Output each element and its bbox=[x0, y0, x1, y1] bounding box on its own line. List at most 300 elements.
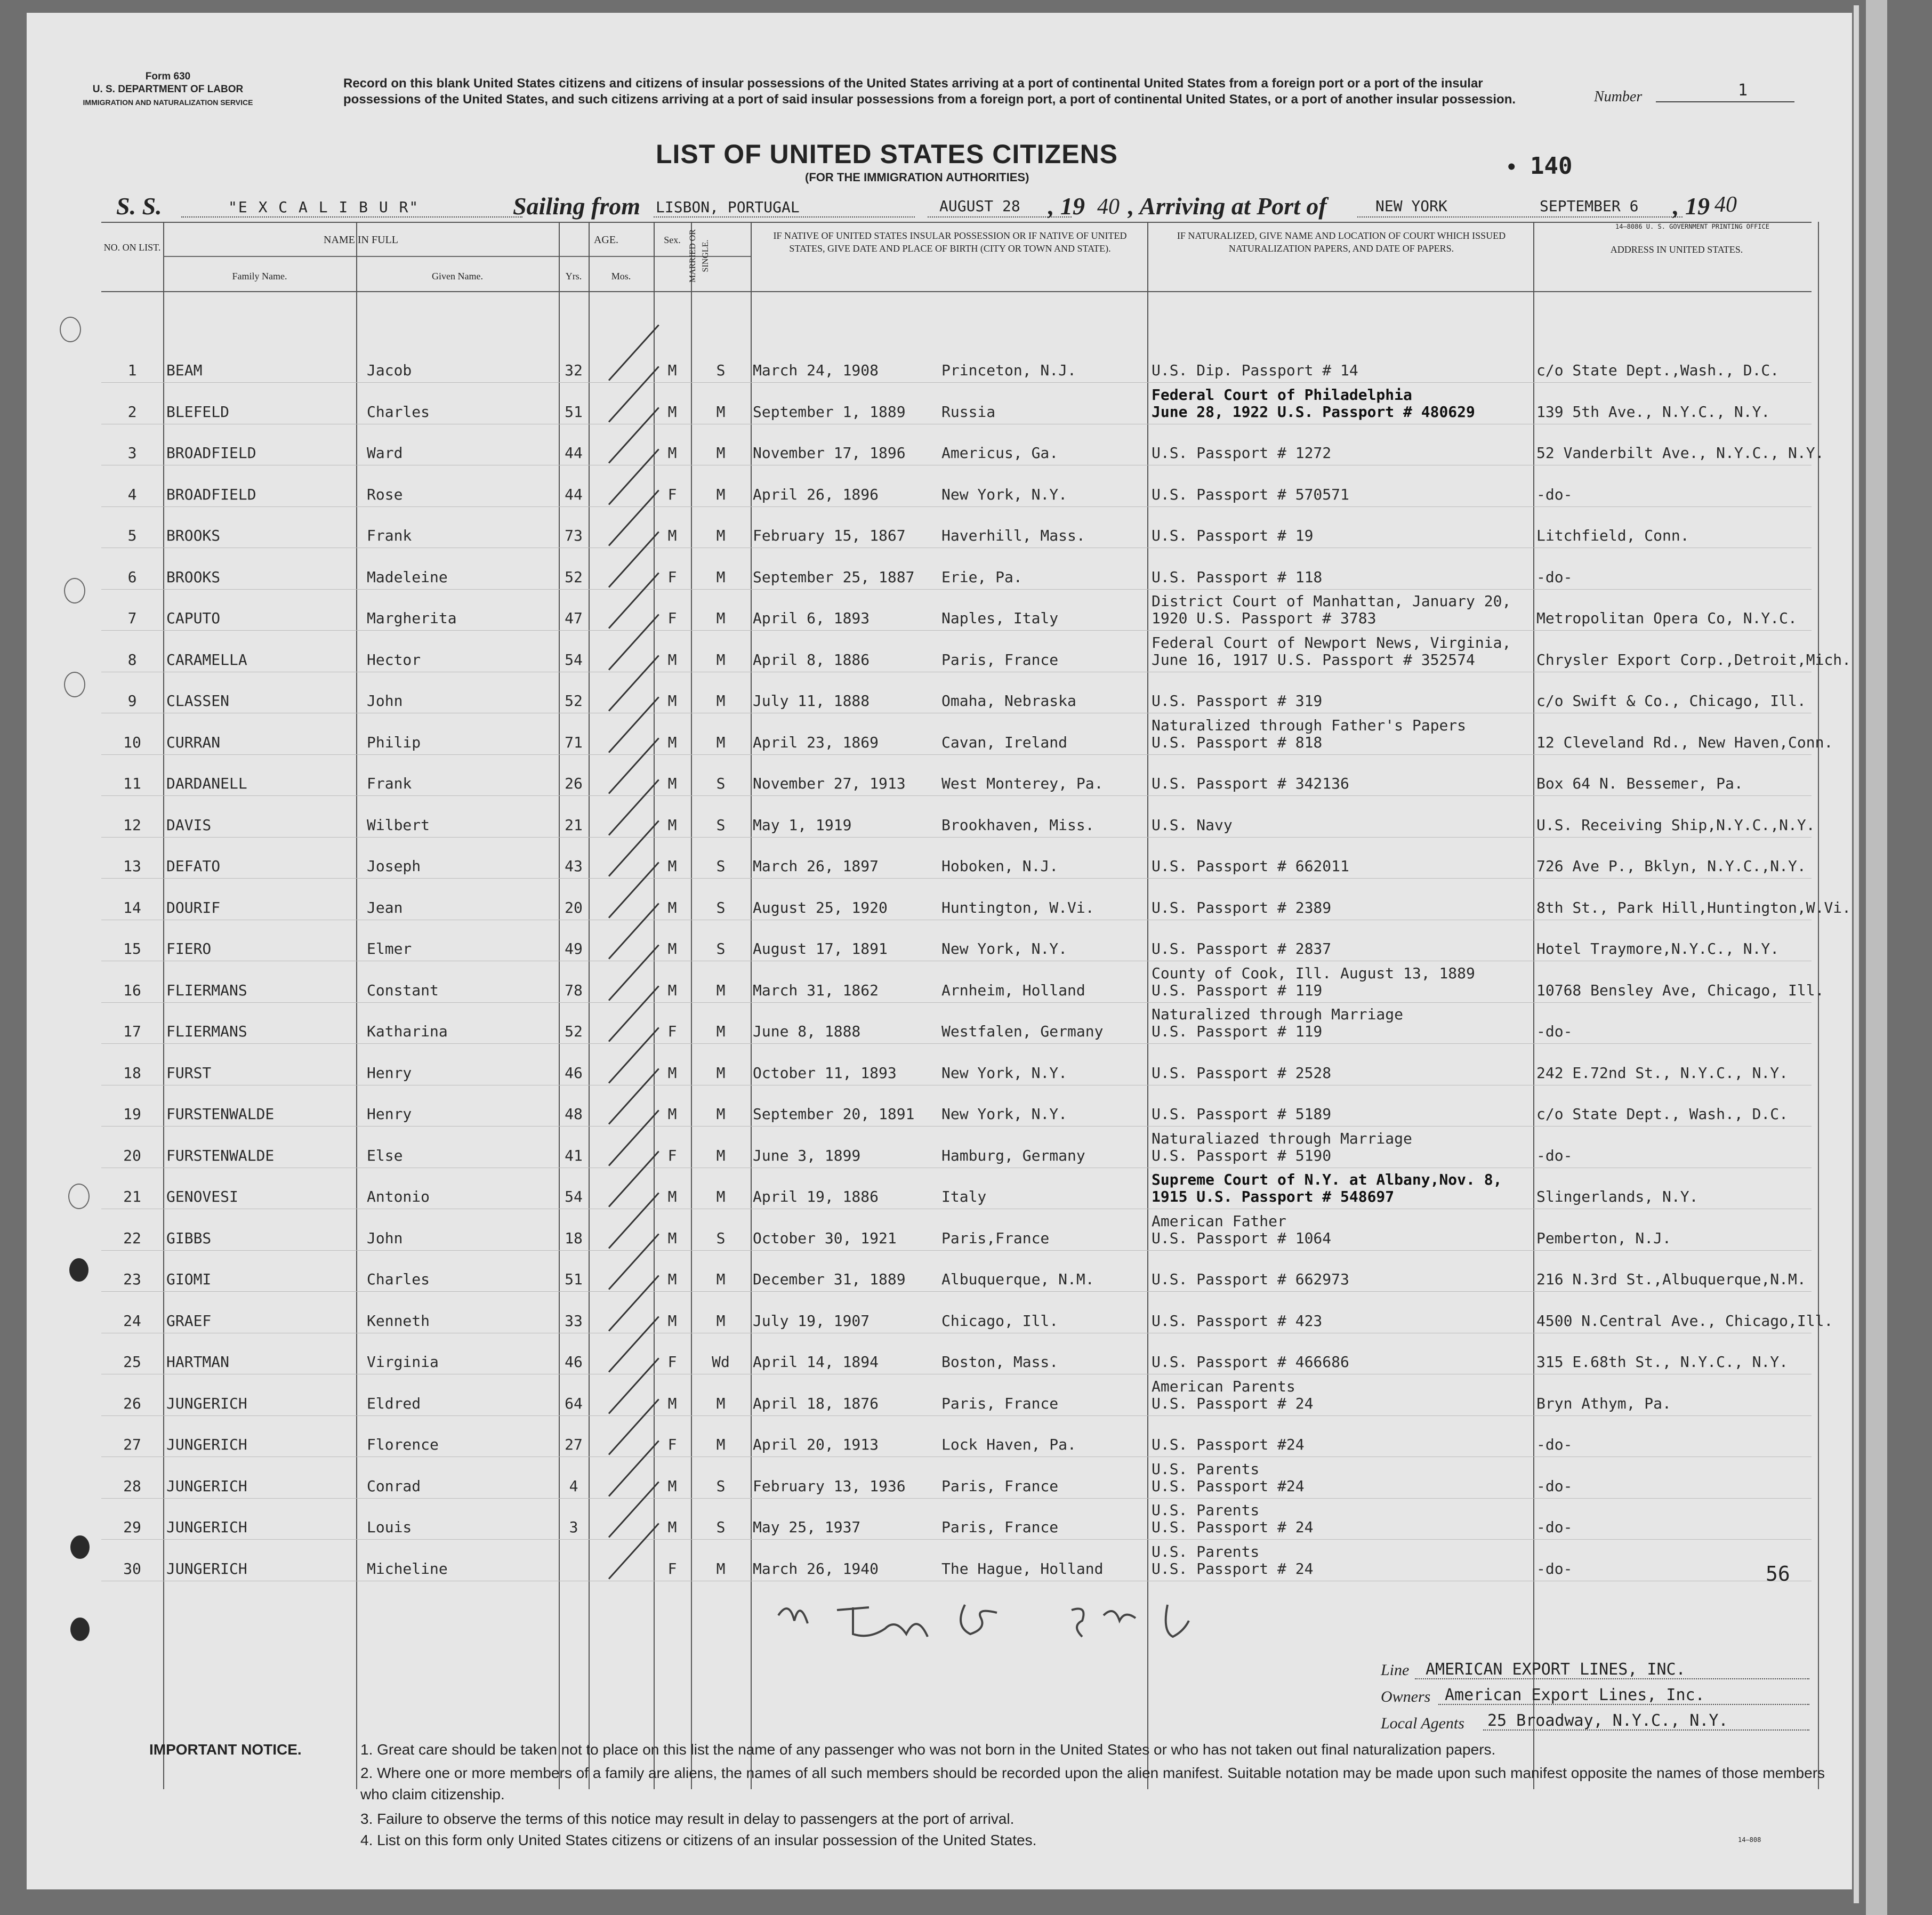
cell-naturalization-line-1: U.S. Passport # 662973 bbox=[1152, 1270, 1349, 1288]
cell-no: 27 bbox=[123, 1436, 141, 1453]
cell-sex: M bbox=[667, 857, 677, 875]
table-row bbox=[101, 1169, 1812, 1209]
cell-given: Wilbert bbox=[367, 816, 430, 834]
cell-naturalization-line-1: American Parents bbox=[1152, 1377, 1295, 1395]
cell-birth-place: Huntington, W.Vi. bbox=[941, 898, 1094, 916]
cell-birth-place: Paris, France bbox=[941, 1477, 1059, 1495]
cell-ms: M bbox=[716, 1311, 726, 1330]
stamp-dot: • bbox=[1506, 157, 1517, 178]
cell-no: 10 bbox=[123, 733, 141, 751]
punch-hole bbox=[64, 578, 85, 604]
cell-naturalization-line-2: U.S. Passport # 24 bbox=[1152, 1559, 1314, 1578]
cell-addr: -do- bbox=[1536, 1477, 1573, 1495]
table-row bbox=[101, 632, 1851, 672]
cell-family: JUNGERICH bbox=[166, 1394, 247, 1412]
row-rule bbox=[101, 754, 1812, 755]
cell-birth-date: December 31, 1889 bbox=[753, 1270, 906, 1288]
cell-addr: -do- bbox=[1536, 1146, 1573, 1164]
cell-addr: Chrysler Export Corp.,Detroit,Mich. bbox=[1536, 650, 1851, 669]
cell-naturalization-line-1: Federal Court of Newport News, Virginia, bbox=[1152, 633, 1511, 651]
cell-no: 9 bbox=[127, 692, 137, 710]
cell-age: 52 bbox=[565, 1023, 583, 1040]
cell-given: Ward bbox=[367, 444, 403, 462]
cell-birth-place: Arnheim, Holland bbox=[941, 981, 1085, 999]
col-header-name: NAME IN FULL bbox=[324, 234, 398, 246]
cell-family: GIBBS bbox=[166, 1229, 212, 1247]
cell-birth-date: November 27, 1913 bbox=[753, 775, 906, 792]
cell-age: 44 bbox=[565, 485, 583, 503]
cell-birth-date: September 25, 1887 bbox=[753, 568, 915, 586]
cell-naturalization-line-1: U.S. Passport # 1272 bbox=[1152, 444, 1332, 462]
table-row bbox=[101, 342, 1812, 382]
row-rule bbox=[101, 382, 1812, 383]
col-header-family: Family Name. bbox=[232, 271, 287, 281]
cell-ms: M bbox=[716, 692, 726, 710]
cell-addr: -do- bbox=[1536, 485, 1573, 503]
cell-no: 13 bbox=[123, 857, 141, 875]
cell-given: Henry bbox=[367, 1064, 412, 1082]
cell-birth-place: Chicago, Ill. bbox=[941, 1311, 1059, 1330]
cell-family: GIOMI bbox=[166, 1270, 212, 1288]
cell-addr: 315 E.68th St., N.Y.C., N.Y. bbox=[1536, 1353, 1789, 1371]
cell-birth-date: April 8, 1886 bbox=[753, 650, 870, 669]
cell-no: 2 bbox=[127, 403, 137, 421]
table-row bbox=[101, 755, 1812, 795]
cell-birth-date: February 15, 1867 bbox=[753, 527, 906, 544]
cell-addr: Slingerlands, N.Y. bbox=[1536, 1188, 1698, 1205]
cell-sex: F bbox=[667, 1023, 677, 1040]
page-subtitle: (FOR THE IMMIGRATION AUTHORITIES) bbox=[805, 171, 1029, 184]
cell-birth-date: September 20, 1891 bbox=[753, 1105, 915, 1123]
cell-family: BROADFIELD bbox=[166, 444, 256, 462]
cell-age: 73 bbox=[565, 527, 583, 544]
cell-given: Antonio bbox=[367, 1188, 430, 1205]
cell-sex: M bbox=[667, 1064, 677, 1082]
cell-no: 29 bbox=[123, 1518, 141, 1536]
cell-naturalization-line-1: U.S. Passport # 319 bbox=[1152, 692, 1323, 710]
cell-naturalization-line-2: U.S. Passport # 5190 bbox=[1152, 1146, 1332, 1164]
cell-sex: M bbox=[667, 1270, 677, 1288]
cell-naturalization-line-1: U.S. Parents bbox=[1152, 1501, 1260, 1519]
punch-hole bbox=[68, 1184, 90, 1209]
cell-sex: M bbox=[667, 898, 677, 916]
cell-no: 26 bbox=[123, 1394, 141, 1412]
row-rule bbox=[101, 795, 1812, 796]
cell-sex: M bbox=[667, 733, 677, 751]
cell-birth-place: Paris,France bbox=[941, 1229, 1050, 1247]
cell-birth-place: Erie, Pa. bbox=[941, 568, 1023, 586]
cell-addr: -do- bbox=[1536, 1559, 1573, 1578]
table-row bbox=[101, 880, 1851, 920]
cell-birth-date: April 26, 1896 bbox=[753, 485, 879, 503]
cell-birth-place: Omaha, Nebraska bbox=[941, 692, 1076, 710]
sailing-label: Sailing from bbox=[513, 192, 641, 220]
page-number: 56 bbox=[1766, 1562, 1790, 1586]
cell-given: Joseph bbox=[367, 857, 421, 875]
printing-office-code: 14—8086 U. S. GOVERNMENT PRINTING OFFICE bbox=[1615, 223, 1769, 230]
agents-label: Local Agents bbox=[1381, 1715, 1464, 1732]
cell-age: 64 bbox=[565, 1394, 583, 1412]
row-rule bbox=[101, 1126, 1812, 1127]
cell-addr: c/o Swift & Co., Chicago, Ill. bbox=[1536, 692, 1806, 710]
cell-birth-place: Naples, Italy bbox=[941, 609, 1059, 627]
cell-birth-place: Russia bbox=[941, 403, 996, 421]
sail-year-prefix: , 19 bbox=[1048, 192, 1085, 220]
table-row bbox=[101, 673, 1812, 713]
cell-naturalization-line-1: Naturalized through Marriage bbox=[1152, 1005, 1404, 1023]
cell-age: 33 bbox=[565, 1311, 583, 1330]
cell-naturalization-line-2: U.S. Passport # 119 bbox=[1152, 981, 1323, 999]
cell-age: 44 bbox=[565, 444, 583, 462]
table-row bbox=[101, 838, 1812, 878]
cell-family: BROOKS bbox=[166, 527, 221, 544]
page-edge bbox=[1866, 0, 1887, 1915]
cell-birth-date: October 30, 1921 bbox=[753, 1229, 897, 1247]
cell-ms: M bbox=[716, 485, 726, 503]
cell-given: Louis bbox=[367, 1518, 412, 1536]
cell-naturalization-line-1: Supreme Court of N.Y. at Albany,Nov. 8, bbox=[1152, 1171, 1502, 1188]
cell-no: 16 bbox=[123, 981, 141, 999]
department-name: U. S. DEPARTMENT OF LABOR bbox=[92, 84, 244, 95]
cell-age: 26 bbox=[565, 775, 583, 792]
cell-ms: M bbox=[716, 733, 726, 751]
cell-naturalization-line-1: U.S. Navy bbox=[1152, 816, 1233, 834]
cell-naturalization-line-1: U.S. Passport # 2837 bbox=[1152, 940, 1332, 957]
cell-naturalization-line-2: June 28, 1922 U.S. Passport # 480629 bbox=[1152, 403, 1475, 421]
cell-ms: M bbox=[716, 403, 726, 421]
cell-sex: M bbox=[667, 940, 677, 957]
cell-naturalization-line-1: County of Cook, Ill. August 13, 1889 bbox=[1152, 964, 1475, 982]
cell-ms: M bbox=[716, 1105, 726, 1123]
cell-birth-place: Princeton, N.J. bbox=[941, 361, 1076, 379]
cell-birth-place: Lock Haven, Pa. bbox=[941, 1436, 1076, 1453]
cell-ms: S bbox=[716, 940, 726, 957]
cell-ms: M bbox=[716, 1146, 726, 1164]
from-port: LISBON, PORTUGAL bbox=[656, 198, 800, 216]
cell-given: John bbox=[367, 1229, 403, 1247]
notice-item: 4. List on this form only United States citizens or citizens of an insular possession of the United States. bbox=[360, 1832, 1037, 1848]
cell-given: Rose bbox=[367, 485, 403, 503]
cell-ms: S bbox=[716, 857, 726, 875]
number-value: 1 bbox=[1738, 81, 1748, 100]
cell-naturalization-line-2: 1920 U.S. Passport # 3783 bbox=[1152, 609, 1376, 627]
cell-family: FLIERMANS bbox=[166, 981, 247, 999]
cell-family: HARTMAN bbox=[166, 1353, 230, 1371]
cell-birth-place: West Monterey, Pa. bbox=[941, 775, 1104, 792]
cell-age: 49 bbox=[565, 940, 583, 957]
cell-given: Eldred bbox=[367, 1394, 421, 1412]
table-row bbox=[101, 714, 1833, 754]
cell-given: Charles bbox=[367, 1270, 430, 1288]
table-row bbox=[101, 1417, 1812, 1457]
cell-sex: M bbox=[667, 1311, 677, 1330]
cell-addr: -do- bbox=[1536, 1023, 1573, 1040]
row-rule bbox=[101, 1291, 1812, 1292]
cell-birth-place: Cavan, Ireland bbox=[941, 733, 1068, 751]
cell-sex: F bbox=[667, 568, 677, 586]
cell-sex: F bbox=[667, 485, 677, 503]
cell-ms: M bbox=[716, 1188, 726, 1205]
cell-age: 51 bbox=[565, 1270, 583, 1288]
line-value: AMERICAN EXPORT LINES, INC. bbox=[1426, 1660, 1686, 1679]
cell-age: 78 bbox=[565, 981, 583, 999]
table-row bbox=[101, 921, 1812, 961]
to-port-underline bbox=[1357, 216, 1683, 218]
cell-ms: M bbox=[716, 568, 726, 586]
cell-no: 18 bbox=[123, 1064, 141, 1082]
table-row bbox=[101, 1499, 1812, 1539]
cell-addr: -do- bbox=[1536, 1436, 1573, 1453]
cell-given: Frank bbox=[367, 527, 412, 544]
arrive-year-prefix: , 19 bbox=[1673, 192, 1710, 220]
cell-naturalization-line-1: U.S. Parents bbox=[1152, 1460, 1260, 1478]
col-header-address: ADDRESS IN UNITED STATES. bbox=[1610, 244, 1743, 255]
cell-ms: M bbox=[716, 1023, 726, 1040]
cell-family: JUNGERICH bbox=[166, 1559, 247, 1578]
cell-family: BROOKS bbox=[166, 568, 221, 586]
cell-sex: M bbox=[667, 1105, 677, 1123]
cell-given: Jean bbox=[367, 898, 403, 916]
row-rule bbox=[101, 1498, 1812, 1499]
cell-age: 46 bbox=[565, 1064, 583, 1082]
arrive-date: SEPTEMBER 6 bbox=[1540, 197, 1639, 215]
cell-birth-place: New York, N.Y. bbox=[941, 485, 1068, 503]
cell-age: 47 bbox=[565, 609, 583, 627]
page-edge-inner bbox=[1854, 5, 1859, 1903]
cell-birth-date: April 14, 1894 bbox=[753, 1353, 879, 1371]
cell-birth-place: Paris, France bbox=[941, 1518, 1059, 1536]
cell-given: Madeleine bbox=[367, 568, 448, 586]
cell-birth-date: August 25, 1920 bbox=[753, 898, 888, 916]
cell-family: GRAEF bbox=[166, 1311, 212, 1330]
cell-ms: S bbox=[716, 775, 726, 792]
cell-no: 1 bbox=[127, 361, 137, 379]
row-rule bbox=[101, 837, 1812, 838]
cell-addr: -do- bbox=[1536, 1518, 1573, 1536]
cell-birth-date: May 1, 1919 bbox=[753, 816, 852, 834]
ship-name: "E X C A L I B U R" bbox=[228, 198, 420, 216]
row-rule bbox=[101, 506, 1812, 507]
cell-no: 5 bbox=[127, 527, 137, 544]
owners-label: Owners bbox=[1381, 1688, 1431, 1705]
cell-naturalization-line-1: U.S. Passport # 5189 bbox=[1152, 1105, 1332, 1123]
row-rule bbox=[101, 589, 1812, 590]
cell-naturalization-line-1: U.S. Passport #24 bbox=[1152, 1436, 1305, 1453]
cell-naturalization-line-2: 1915 U.S. Passport # 548697 bbox=[1152, 1188, 1395, 1205]
cell-age: 54 bbox=[565, 1188, 583, 1205]
cell-ms: S bbox=[716, 898, 726, 916]
punch-hole bbox=[69, 1258, 88, 1282]
cell-given: Hector bbox=[367, 650, 421, 669]
cell-age: 52 bbox=[565, 568, 583, 586]
cell-birth-place: Haverhill, Mass. bbox=[941, 527, 1085, 544]
cell-naturalization-line-1: District Court of Manhattan, January 20, bbox=[1152, 592, 1511, 610]
cell-sex: F bbox=[667, 609, 677, 627]
cell-addr: 216 N.3rd St.,Albuquerque,N.M. bbox=[1536, 1270, 1806, 1288]
sail-date: AUGUST 28 bbox=[939, 197, 1020, 215]
service-name: IMMIGRATION AND NATURALIZATION SERVICE bbox=[83, 98, 253, 107]
table-row bbox=[101, 962, 1824, 1002]
cell-birth-place: Boston, Mass. bbox=[941, 1353, 1059, 1371]
cell-birth-place: Paris, France bbox=[941, 650, 1059, 669]
col-header-sex: Sex. bbox=[664, 235, 681, 245]
col-header-yrs: Yrs. bbox=[565, 271, 582, 281]
cell-no: 22 bbox=[123, 1229, 141, 1247]
cell-birth-place: Italy bbox=[941, 1188, 987, 1205]
table-row bbox=[101, 1003, 1812, 1043]
cell-sex: F bbox=[667, 1559, 677, 1578]
cell-addr: Litchfield, Conn. bbox=[1536, 527, 1689, 544]
cell-addr: 10768 Bensley Ave, Chicago, Ill. bbox=[1536, 981, 1824, 999]
ship-underline bbox=[181, 216, 522, 218]
arriving-label: , Arriving at Port of bbox=[1128, 192, 1327, 220]
manifest-sheet bbox=[27, 13, 1852, 1889]
cell-naturalization-line-1: U.S. Dip. Passport # 14 bbox=[1152, 361, 1358, 379]
cell-birth-place: Brookhaven, Miss. bbox=[941, 816, 1094, 834]
table-row bbox=[101, 590, 1812, 630]
cell-birth-date: April 6, 1893 bbox=[753, 609, 870, 627]
cell-birth-date: June 3, 1899 bbox=[753, 1146, 861, 1164]
cell-family: GENOVESI bbox=[166, 1188, 238, 1205]
cell-naturalization-line-1: Federal Court of Philadelphia bbox=[1152, 385, 1412, 404]
cell-addr: 139 5th Ave., N.Y.C., N.Y. bbox=[1536, 403, 1770, 421]
notice-item: 1. Great care should be taken not to place on this list the name of any passenger who was not born in the United States or who has not taken out final naturalization papers. bbox=[360, 1741, 1496, 1758]
cell-naturalization-line-2: U.S. Passport # 818 bbox=[1152, 733, 1323, 751]
cell-given: Jacob bbox=[367, 361, 412, 379]
cell-addr: 8th St., Park Hill,Huntington,W.Vi. bbox=[1536, 898, 1851, 916]
cell-given: Kenneth bbox=[367, 1311, 430, 1330]
cell-birth-date: March 26, 1897 bbox=[753, 857, 879, 875]
cell-age: 48 bbox=[565, 1105, 583, 1123]
cell-given: Micheline bbox=[367, 1559, 448, 1578]
cell-no: 25 bbox=[123, 1353, 141, 1371]
cell-age: 32 bbox=[565, 361, 583, 379]
table-top-rule bbox=[101, 222, 1812, 223]
cell-sex: M bbox=[667, 403, 677, 421]
col-header-naturalized: IF NATURALIZED, GIVE NAME AND LOCATION OF COURT WHICH ISSUED NATURALIZATION PAPERS, AND DATE OF PAPERS. bbox=[1177, 230, 1506, 254]
table-row bbox=[101, 1045, 1812, 1085]
cell-age: 20 bbox=[565, 898, 583, 916]
cell-family: FURST bbox=[166, 1064, 212, 1082]
table-row bbox=[101, 1293, 1833, 1333]
cell-naturalization-line-1: U.S. Passport # 342136 bbox=[1152, 775, 1349, 792]
cell-birth-place: Albuquerque, N.M. bbox=[941, 1270, 1094, 1288]
cell-age: 18 bbox=[565, 1229, 583, 1247]
cell-given: Philip bbox=[367, 733, 421, 751]
cell-ms: M bbox=[716, 650, 726, 669]
cell-addr: U.S. Receiving Ship,N.Y.C.,N.Y. bbox=[1536, 816, 1815, 834]
cell-addr: c/o State Dept.,Wash., D.C. bbox=[1536, 361, 1780, 379]
cell-naturalization-line-2: U.S. Passport # 119 bbox=[1152, 1023, 1323, 1040]
cell-addr: 12 Cleveland Rd., New Haven,Conn. bbox=[1536, 733, 1833, 751]
cell-naturalization-line-1: U.S. Passport # 423 bbox=[1152, 1311, 1323, 1330]
cell-birth-date: April 19, 1886 bbox=[753, 1188, 879, 1205]
cell-sex: M bbox=[667, 1477, 677, 1495]
cell-birth-date: March 31, 1862 bbox=[753, 981, 879, 999]
cell-no: 6 bbox=[127, 568, 137, 586]
cell-age: 51 bbox=[565, 403, 583, 421]
cell-naturalization-line-2: June 16, 1917 U.S. Passport # 352574 bbox=[1152, 650, 1475, 669]
cell-no: 14 bbox=[123, 898, 141, 916]
cell-family: FURSTENWALDE bbox=[166, 1105, 275, 1123]
cell-ms: Wd bbox=[712, 1353, 730, 1371]
cell-addr: Box 64 N. Bessemer, Pa. bbox=[1536, 775, 1743, 792]
table-row bbox=[101, 1086, 1812, 1126]
col-header-married: MARRIED OR SINGLE. bbox=[688, 229, 710, 283]
cell-naturalization-line-1: U.S. Passport # 466686 bbox=[1152, 1353, 1349, 1371]
cell-naturalization-line-1: Naturaliazed through Marriage bbox=[1152, 1129, 1412, 1147]
cell-naturalization-line-1: U.S. Passport # 118 bbox=[1152, 568, 1323, 586]
cell-sex: M bbox=[667, 692, 677, 710]
table-row bbox=[101, 1210, 1812, 1250]
cell-ms: M bbox=[716, 527, 726, 544]
cell-birth-date: April 20, 1913 bbox=[753, 1436, 879, 1453]
cell-addr: 242 E.72nd St., N.Y.C., N.Y. bbox=[1536, 1064, 1789, 1082]
cell-naturalization-line-1: U.S. Passport # 19 bbox=[1152, 527, 1314, 544]
cell-birth-date: July 19, 1907 bbox=[753, 1311, 870, 1330]
punch-hole bbox=[60, 317, 81, 342]
cell-birth-place: New York, N.Y. bbox=[941, 940, 1068, 957]
cell-ms: S bbox=[716, 816, 726, 834]
row-rule bbox=[101, 1539, 1812, 1540]
table-row bbox=[101, 466, 1812, 506]
cell-naturalization-line-1: U.S. Passport # 662011 bbox=[1152, 857, 1349, 875]
cell-addr: 52 Vanderbilt Ave., N.Y.C., N.Y. bbox=[1536, 444, 1824, 462]
cell-given: Florence bbox=[367, 1436, 439, 1453]
cell-age: 46 bbox=[565, 1353, 583, 1371]
cell-naturalization-line-2: U.S. Passport # 24 bbox=[1152, 1518, 1314, 1536]
corner-form-code: 14—808 bbox=[1738, 1836, 1761, 1844]
notice-item: 3. Failure to observe the terms of this notice may result in delay to passengers at the port of arrival. bbox=[360, 1811, 1015, 1827]
cell-birth-date: June 8, 1888 bbox=[753, 1023, 861, 1040]
cell-age: 21 bbox=[565, 816, 583, 834]
cell-birth-date: August 17, 1891 bbox=[753, 940, 888, 957]
handwritten-annotation bbox=[773, 1594, 1210, 1650]
cell-naturalization-line-1: U.S. Passport # 2389 bbox=[1152, 898, 1332, 916]
cell-family: JUNGERICH bbox=[166, 1436, 247, 1453]
cell-no: 15 bbox=[123, 940, 141, 957]
cell-naturalization-line-2: U.S. Passport # 24 bbox=[1152, 1394, 1314, 1412]
punch-hole bbox=[70, 1535, 90, 1559]
cell-given: Charles bbox=[367, 403, 430, 421]
cell-given: Virginia bbox=[367, 1353, 439, 1371]
record-instructions: Record on this blank United States citizens and citizens of insular possessions of the United States arriving at a port of continental United States from a foreign port or a port of the insular possessions of the United States, and such citizens arriving at a port of said insular possessions from a foreign port, a port of continental United States, or a port of another insular possession. bbox=[343, 76, 1516, 107]
row-rule bbox=[101, 1415, 1812, 1416]
row-rule bbox=[101, 1250, 1812, 1251]
cell-age: 27 bbox=[565, 1436, 583, 1453]
cell-naturalization-line-1: Naturalized through Father's Papers bbox=[1152, 716, 1467, 734]
cell-sex: F bbox=[667, 1436, 677, 1453]
cell-naturalization-line-1: American Father bbox=[1152, 1212, 1286, 1230]
sail-year: 40 bbox=[1097, 195, 1120, 219]
cell-birth-place: Hamburg, Germany bbox=[941, 1146, 1085, 1164]
cell-age: 43 bbox=[565, 857, 583, 875]
handwritten-scribble-icon bbox=[773, 1594, 1210, 1642]
cell-ms: S bbox=[716, 1518, 726, 1536]
cell-sex: M bbox=[667, 361, 677, 379]
punch-hole bbox=[70, 1618, 90, 1641]
cell-family: DOURIF bbox=[166, 898, 221, 916]
cell-naturalization-line-2: U.S. Passport # 1064 bbox=[1152, 1229, 1332, 1247]
cell-age: 4 bbox=[569, 1477, 578, 1495]
cell-ms: M bbox=[716, 1064, 726, 1082]
cell-given: Margherita bbox=[367, 609, 457, 627]
cell-birth-place: Hoboken, N.J. bbox=[941, 857, 1059, 875]
table-row bbox=[101, 1375, 1812, 1415]
row-rule bbox=[101, 1002, 1812, 1003]
cell-age: 41 bbox=[565, 1146, 583, 1164]
cell-no: 3 bbox=[127, 444, 137, 462]
